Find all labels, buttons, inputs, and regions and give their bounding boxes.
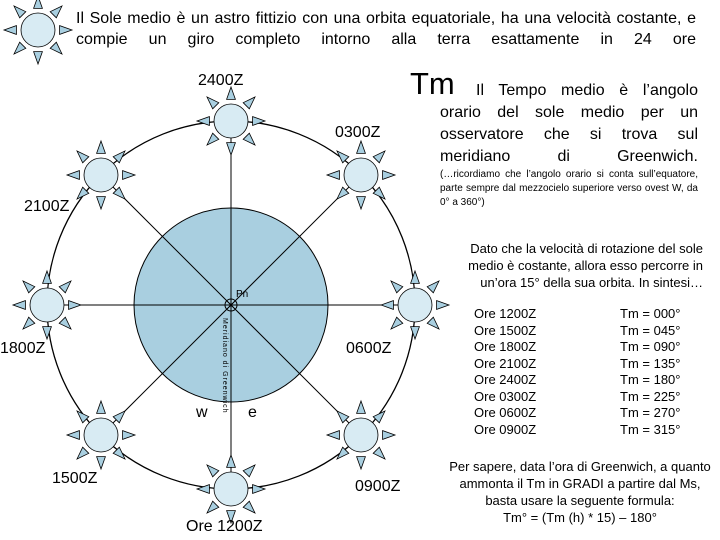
angle-cell-1: Tm = 045° [620,322,681,338]
tm-definition [440,80,698,168]
label-1800z: 1800Z [0,340,46,357]
angle-cell-2: Tm = 090° [620,339,681,354]
formula-block [445,458,715,526]
sun-0300-icon [327,141,395,209]
formula-expression: Tm° = (Tm (h) * 15) – 180° [503,510,657,525]
label-east: e [248,404,257,421]
sun-1200-icon [197,455,265,523]
hours-column [474,306,554,438]
hour-cell-7: Ore 0900Z [474,421,537,437]
label-greenwich-meridian: Meridiano di Greenwich [221,318,228,414]
angle-cell-5: Tm = 225° [620,388,681,404]
angle-cell-0: Tm = 000° [620,306,681,321]
label-1200z: Ore 1200Z [186,518,263,535]
angles-column [620,306,700,438]
tm-symbol: Tm [410,66,455,101]
header-sun-icon [4,0,72,64]
sun-0900-icon [327,401,395,469]
hour-cell-0: Ore 1200Z [474,306,537,321]
angle-cell-3: Tm = 135° [620,355,681,371]
header-text: Il Sole medio è un astro fittizio con una orbita equatoriale, ha una velocità costante, e compie un giro completo intorno alla terra esattamente in 24 ore [76,10,696,48]
angle-cell-7: Tm = 315° [620,421,681,437]
hour-cell-2: Ore 1800Z [474,339,537,354]
tm-definition-first-line: Il Tempo medio è l’angolo [476,82,698,99]
speed-explanation: Dato che la velocità di rotazione del sole medio è costante, allora esso percorre in un’ora 15° della sua orbita. In sintesi… [468,241,703,290]
sun-2400-icon [197,87,265,155]
sun-1500-icon [67,401,135,469]
label-north-pole: Pn [236,289,249,300]
angle-cell-4: Tm = 180° [620,372,681,387]
hour-cell-3: Ore 2100Z [474,355,537,371]
label-2100z: 2100Z [24,198,70,215]
hour-cell-1: Ore 1500Z [474,322,537,338]
label-0600z: 0600Z [346,340,392,357]
sun-0600-icon [381,271,449,339]
label-0900z: 0900Z [355,478,401,495]
hour-cell-4: Ore 2400Z [474,372,537,387]
label-2400z: 2400Z [198,72,244,89]
label-0300z: 0300Z [335,124,381,141]
hour-cell-5: Ore 0300Z [474,388,537,404]
formula-intro: Per sapere, data l’ora di Greenwich, a quanto ammonta il Tm in GRADI a partire dal Ms, basta usare la seguente formula: [449,459,711,508]
sun-1800-icon [13,271,81,339]
label-west: w [196,404,208,421]
label-1500z: 1500Z [52,470,98,487]
angle-cell-6: Tm = 270° [620,405,681,420]
tm-note: (…ricordiamo che l’angolo orario si conta sull’equatore, parte sempre dal mezzocielo superiore verso ovest W, da 0° a 360°) [440,169,698,208]
hour-cell-6: Ore 0600Z [474,405,537,420]
tm-definition-rest: orario del sole medio per un osservatore che si trova sul meridiano di Greenwich. [440,104,698,165]
sun-2100-icon [67,141,135,209]
